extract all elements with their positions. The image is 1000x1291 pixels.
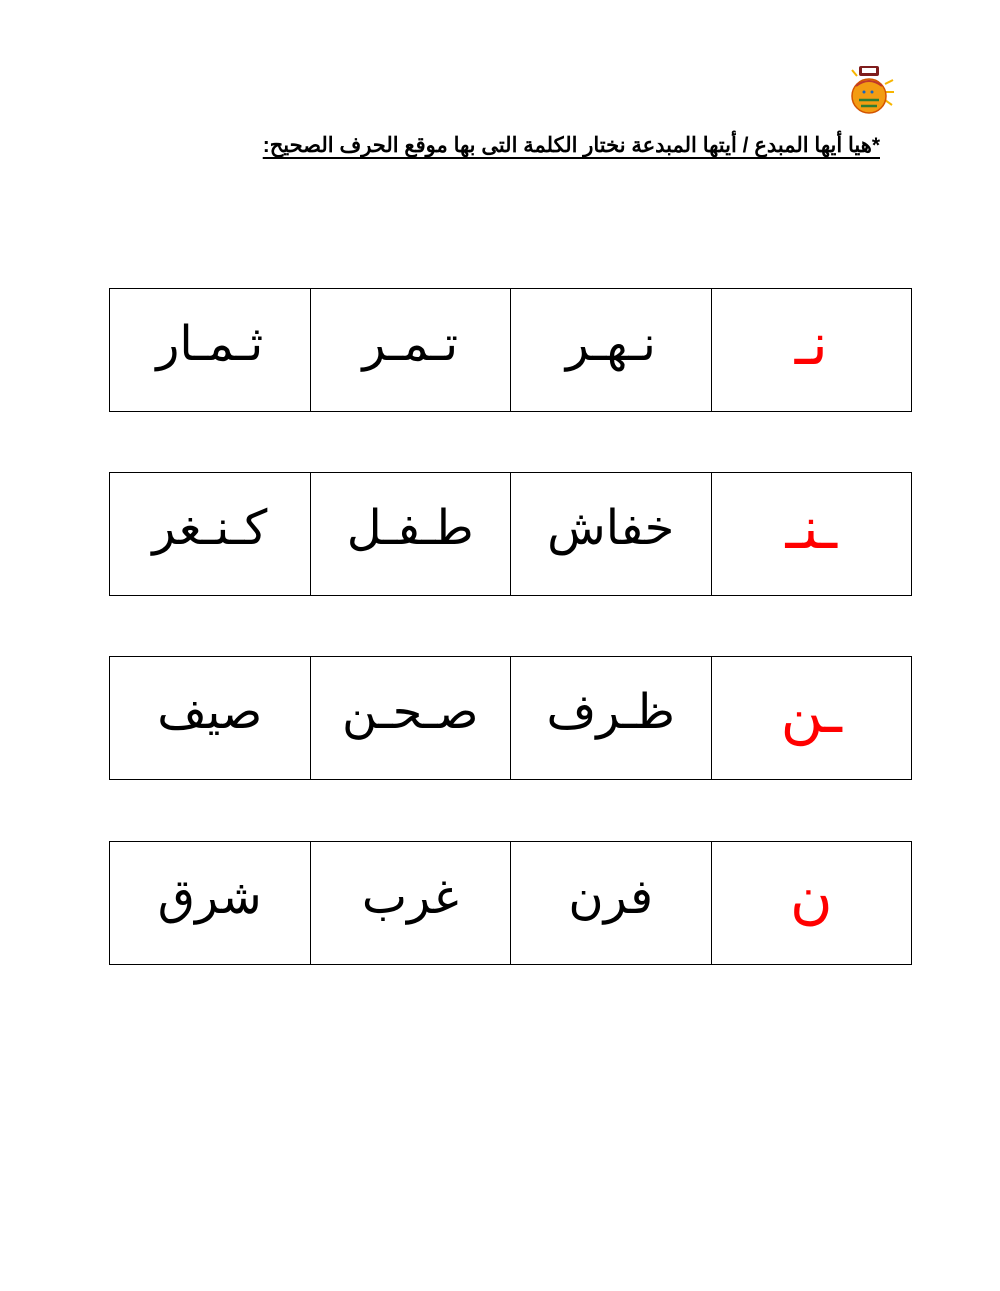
target-letter: نـ: [711, 289, 912, 411]
instruction-text: *هيا أيها المبدع / أيتها المبدعة نختار الكلمة التى بها موقع الحرف الصحيح:: [262, 134, 880, 157]
letter-row: [109, 472, 912, 596]
word-option[interactable]: شرق: [157, 869, 262, 925]
word-option[interactable]: نـهـر: [510, 289, 711, 411]
target-letter: ن: [711, 842, 912, 964]
word-option[interactable]: ثـمـار: [156, 316, 264, 372]
word-option[interactable]: خفاش: [510, 473, 711, 595]
letter-row: [109, 656, 912, 780]
target-letter: ـن: [711, 657, 912, 779]
orange-lightbulb-logo-icon: [845, 62, 895, 118]
target-letter: ـنـ: [711, 473, 912, 595]
word-option[interactable]: صـحـن: [310, 657, 511, 779]
word-option[interactable]: طـفـل: [310, 473, 511, 595]
letter-row: [109, 288, 912, 412]
word-option[interactable]: فرن: [510, 842, 711, 964]
word-option[interactable]: صيف: [157, 684, 263, 740]
letter-row: [109, 841, 912, 965]
word-option[interactable]: ظـرف: [510, 657, 711, 779]
word-option[interactable]: غرب: [310, 842, 511, 964]
word-option[interactable]: تـمـر: [310, 289, 511, 411]
word-option[interactable]: كـنـغر: [152, 500, 268, 556]
